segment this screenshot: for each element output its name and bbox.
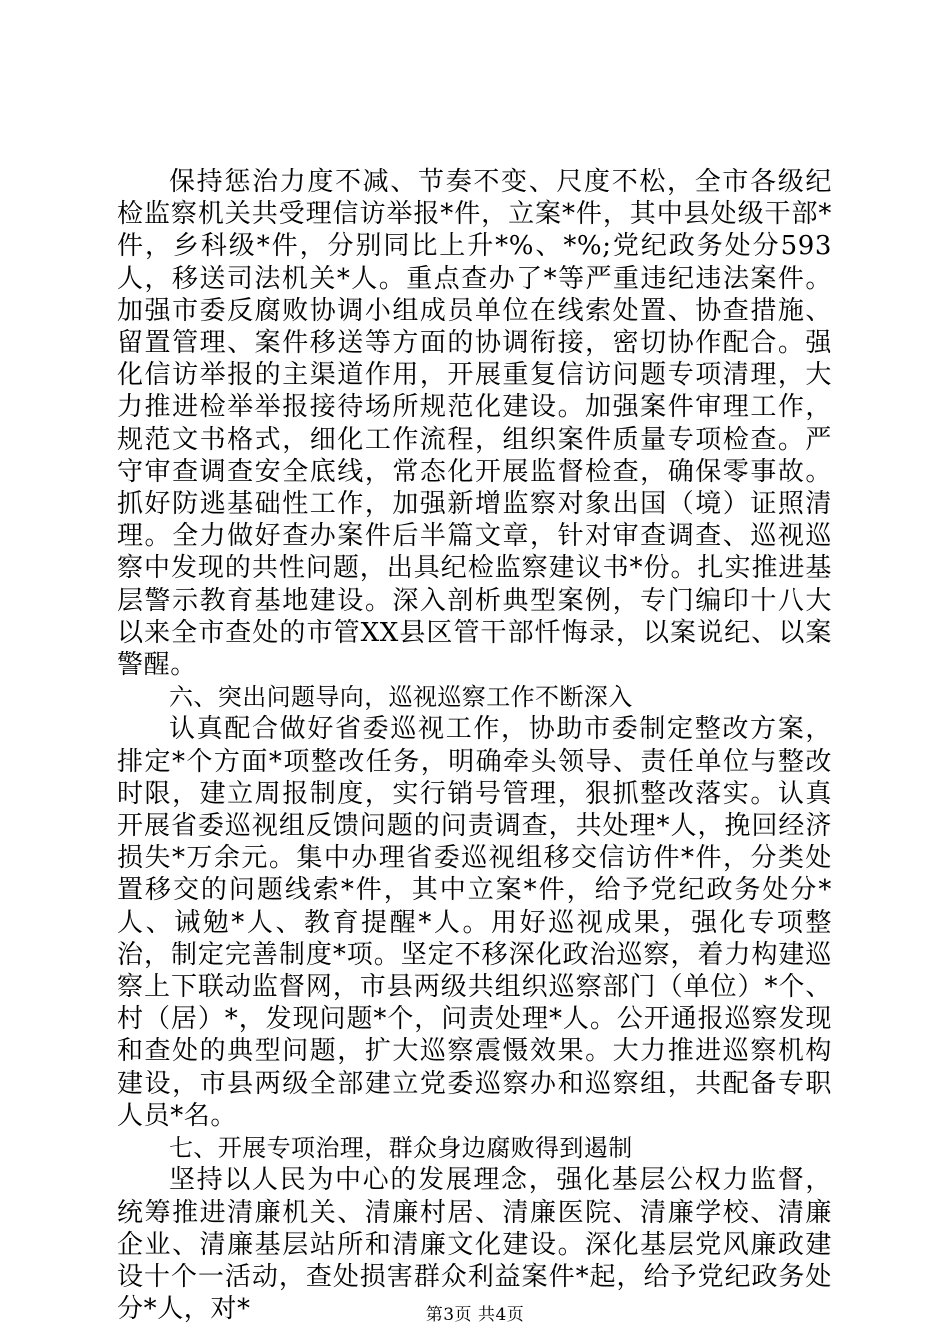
body-paragraph: 坚持以人民为中心的发展理念，强化基层公权力监督，统筹推进清廉机关、清廉村居、清廉医院、清廉学校、清廉企业、清廉基层站所和清廉文化建设。深化基层党风廉政建设十个一活动，查处损害群众利益案件*起，给予党纪政务处分*人，对* bbox=[117, 1165, 832, 1325]
section-heading: 七、开展专项治理，群众身边腐败得到遏制 bbox=[169, 1134, 633, 1163]
document-body bbox=[0, 166, 950, 1325]
section-heading: 六、突出问题导向，巡视巡察工作不断深入 bbox=[169, 683, 633, 712]
page-footer: 第3页 共4页 bbox=[425, 1305, 525, 1325]
body-paragraph: 保持惩治力度不减、节奏不变、尺度不松，全市各级纪检监察机关共受理信访举报*件，立案*件，其中县处级干部*件，乡科级*件，分别同比上升*%、*%;党纪政务处分593人，移送司法机关*人。重点查办了*等严重违纪违法案件。加强市委反腐败协调小组成员单位在线索处置、协查措施、留置管理、案件移送等方面的协调衔接，密切协作配合。强化信访举报的主渠道作用，开展重复信访问题专项清理，大力推进检举举报接待场所规范化建设。加强案件审理工作，规范文书格式，细化工作流程，组织案件质量专项检查。严守审查调查安全底线，常态化开展监督检查，确保零事故。抓好防逃基础性工作，加强新增监察对象出国（境）证照清理。全力做好查办案件后半篇文章，针对审查调查、巡视巡察中发现的共性问题，出具纪检监察建议书*份。扎实推进基层警示教育基地建设。深入剖析典型案例，专门编印十八大以来全市查处的市管XX县区管干部忏悔录，以案说纪、以案警醒。 bbox=[117, 167, 832, 681]
body-paragraph: 认真配合做好省委巡视工作，协助市委制定整改方案，排定*个方面*项整改任务，明确牵头领导、责任单位与整改时限，建立周报制度，实行销号管理，狠抓整改落实。认真开展省委巡视组反馈问题的问责调查，共处理*人，挽回经济损失*万余元。集中办理省委巡视组移交信访件*件，分类处置移交的问题线索*件，其中立案*件，给予党纪政务处分*人、诫勉*人、教育提醒*人。用好巡视成果，强化专项整治，制定完善制度*项。坚定不移深化政治巡察，着力构建巡察上下联动监督网，市县两级共组织巡察部门（单位）*个、村（居）*，发现问题*个，问责处理*人。公开通报巡察发现和查处的典型问题，扩大巡察震慑效果。大力推进巡察机构建设，市县两级全部建立党委巡察办和巡察组，共配备专职人员*名。 bbox=[117, 714, 832, 1131]
